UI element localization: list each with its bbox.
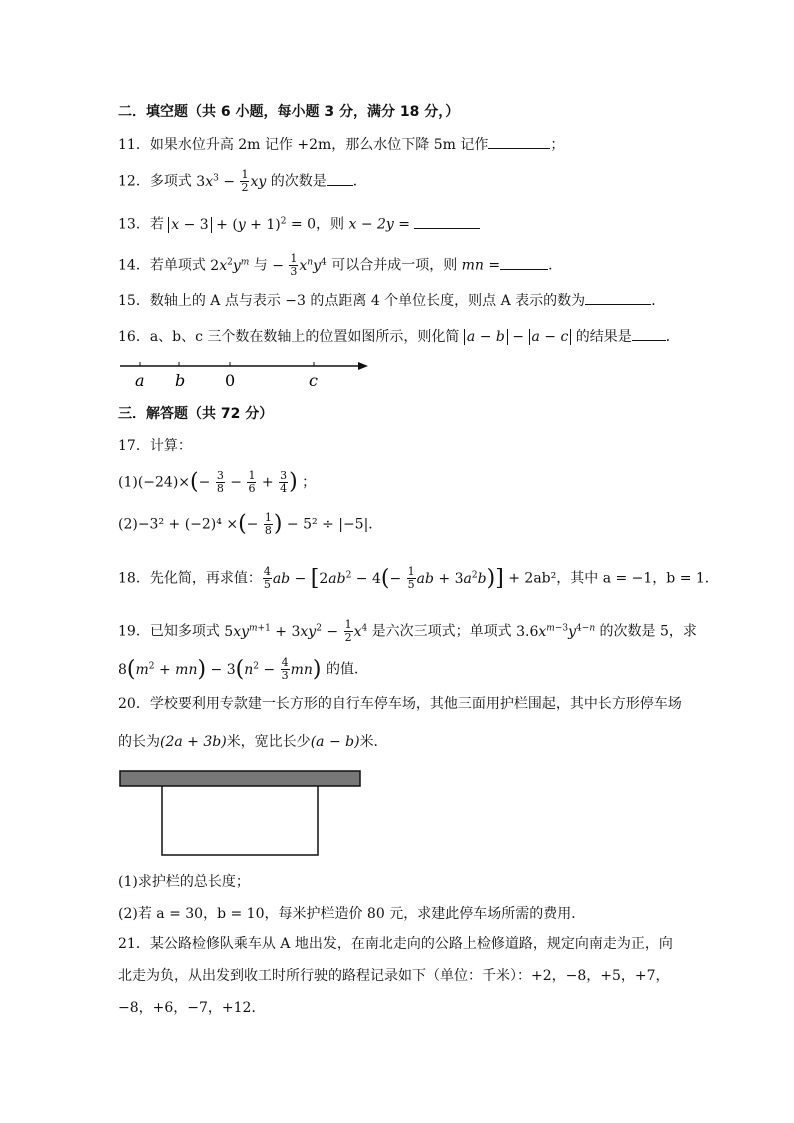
- q11-after: ；: [550, 137, 565, 153]
- q17-part-2: (2)−3² + (−2)⁴ ×(− $\frac{1}{8}$ ) − 5² ÷ |−5|．: [118, 511, 383, 537]
- question-21-line-1: 21．某公路检修队乘车从 A 地出发，在南北走向的公路上检修道路，规定向南走为正，向: [118, 936, 673, 952]
- q15-after: ．: [651, 293, 666, 309]
- q13-mid: = 0，则: [286, 216, 349, 233]
- q17-p1-pre: (1)(−24)×: [118, 474, 191, 491]
- q19-pre: 19．已知多项式: [118, 623, 225, 640]
- q14-monomial-1: $2x^2y^m$: [210, 257, 250, 274]
- question-19-line-2: [118, 656, 368, 682]
- q13-expression: $x - 3 + (y + 1)^2$: [168, 217, 286, 233]
- q13-expr: x − 2y =: [348, 216, 410, 233]
- question-12: [118, 168, 367, 194]
- q17-p2-post: − 5² ÷ |−5|．: [286, 516, 383, 533]
- q14-expr: mn =: [461, 257, 501, 274]
- question-16: [118, 326, 680, 347]
- question-15: [118, 290, 665, 311]
- question-20-line-2: [118, 732, 388, 752]
- section-2-title: 二．填空题（共 6 小题，每小题 3 分，满分 18 分，）: [118, 104, 460, 120]
- label-c: c: [309, 371, 318, 390]
- q16-text2: 的结果是: [571, 329, 632, 345]
- arrow-head-icon: [358, 362, 368, 370]
- q19-post: 的次数是 5，求: [595, 623, 697, 640]
- question-18: [118, 565, 719, 591]
- q15-text: 15．数轴上的 A 点与表示 −3 的点距离 4 个单位长度，则点 A 表示的数为: [118, 293, 586, 309]
- q12-pre: 12．多项式: [118, 173, 197, 190]
- number-line-figure: [118, 356, 378, 392]
- q20-post: 米．: [359, 734, 388, 750]
- label-a: a: [135, 371, 145, 390]
- answer-blank: [414, 214, 480, 229]
- answer-blank: [585, 290, 651, 305]
- fence-outline: [162, 786, 318, 855]
- q11-text: 11．如果水位升高 2m 记作 +2m，那么水位下降 5m 记作: [118, 137, 489, 153]
- q19-monomial: $3.6x^{m-3}y^{4-n}$: [516, 623, 596, 640]
- q19-polynomial: $5xy^{m+1} + 3xy^2$ − $\frac{1}{2}$ $x^4$: [224, 618, 368, 645]
- q18-post: + 2ab²，其中 a = −1，b = 1．: [508, 570, 719, 587]
- q16-expression: a − b − a − c: [464, 329, 571, 345]
- q12-polynomial: $3x^3$ − $\frac{1}{2}$ xy: [196, 168, 267, 195]
- q16-pre: 16．: [118, 329, 150, 345]
- question-17: 17．计算：: [118, 438, 192, 454]
- question-19-line-1: [118, 618, 697, 644]
- question-13: [118, 211, 480, 235]
- q17-p1-after: ；: [302, 474, 317, 491]
- q16-after: ．: [665, 329, 680, 345]
- parking-lot-figure: [118, 770, 363, 858]
- answer-blank: [500, 255, 548, 270]
- q12-mid: 的次数是: [266, 173, 327, 190]
- q19-expression: $8(m^2 + mn) - 3(n^2$ − $\frac{4}{3}$ mn): [118, 656, 322, 683]
- section-3-title: 三．解答题（共 72 分）: [118, 406, 274, 422]
- q20-part-2: (2)若 a = 30，b = 10，每米护栏造价 80 元，求建此停车场所需的费用．: [118, 906, 586, 922]
- q14-mid: 与: [249, 257, 273, 274]
- q18-expression: $\frac{4}{5}$ ab − [$2ab^2 - 4(-$ $\frac{1}{5}$ ab + $3a^2b$)]: [263, 565, 504, 592]
- q14-post: 可以合并成一项，则: [326, 257, 462, 274]
- q14-pre: 14．若单项式: [118, 257, 211, 274]
- question-11: [118, 134, 564, 155]
- q12-after: ．: [352, 173, 367, 190]
- question-21-line-3: −8，+6，−7，+12．: [118, 1000, 266, 1016]
- q20-length-expr: (2a + 3b): [160, 734, 227, 750]
- question-14: [118, 252, 562, 278]
- q18-pre: 18．先化简，再求值：: [118, 570, 262, 587]
- q17-p2-pre: (2)−3² + (−2)⁴ ×: [118, 516, 239, 533]
- q20-mid: 米，宽比长少: [226, 734, 311, 750]
- question-20-line-1: 20．学校要利用专款建一长方形的自行车停车场，其他三面用护栏围起，其中长方形停车场: [118, 696, 682, 712]
- q14-after: ．: [548, 257, 563, 274]
- label-zero: 0: [225, 371, 236, 390]
- q20-pre: 的长为: [118, 734, 160, 750]
- wall-bar: [120, 771, 360, 786]
- q20-part-1: (1)求护栏的总长度；: [118, 874, 250, 890]
- q19-line2-post: 的值．: [321, 661, 368, 678]
- q19-mid: 是六次三项式；单项式: [367, 623, 517, 640]
- q20-width-expr: (a − b): [310, 734, 360, 750]
- q17-part-1: (1)(−24)×(− $\frac{3}{8}$ − $\frac{1}{6}$ + $\frac{3}{4}$ ) ；: [118, 469, 317, 495]
- q13-pre: 13．若: [118, 216, 169, 233]
- question-21-line-2: 北走为负，从出发到收工时所行驶的路程记录如下（单位：千米）：+2，−8，+5，+7，: [118, 968, 670, 984]
- answer-blank: [327, 171, 353, 186]
- q14-monomial-2: − $\frac{1}{3}$ $x^ny^4$: [272, 252, 327, 279]
- answer-blank: [488, 134, 550, 149]
- q16-text1: a、b、c 三个数在数轴上的位置如图所示，则化简: [149, 329, 464, 345]
- answer-blank: [632, 326, 666, 341]
- label-b: b: [175, 371, 186, 390]
